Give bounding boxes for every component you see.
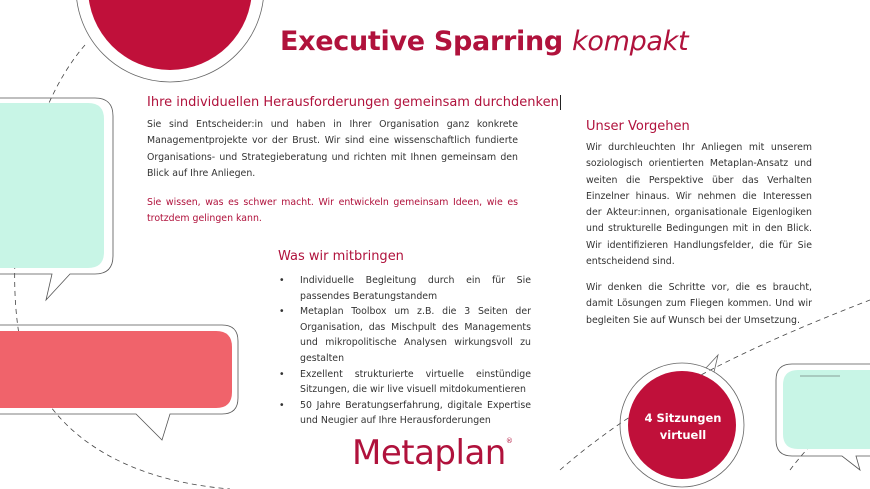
offer-heading: Was wir mitbringen <box>278 249 404 264</box>
offer-list <box>279 273 531 429</box>
registered-mark: ® <box>505 437 513 445</box>
intro-highlight: Sie wissen, was es schwer macht. Wir entwickeln gemeinsam Ideen, wie es trotzdem gelingen kann. <box>147 197 518 225</box>
badge-line-2: virtuell <box>659 428 707 442</box>
intro-heading-text: Ihre individuellen Herausforderungen gemeinsam durchdenken <box>147 95 559 110</box>
offer-list-item: • 50 Jahre Beratungserfahrung, digitale Expertise und Neugier auf Ihre Herausforderungen <box>279 398 531 429</box>
title-main: Executive Sparring <box>280 26 563 57</box>
badge-line-1: 4 Sitzungen <box>644 411 722 425</box>
offer-list-item: • Exzellent strukturierte virtuelle einstündige Sitzungen, die wir live visuell mitdokumentieren <box>279 367 531 398</box>
title-italic: kompakt <box>572 26 689 57</box>
sessions-badge <box>628 410 738 444</box>
top-red-circle <box>88 0 252 70</box>
text-cursor <box>560 95 561 110</box>
coral-bubble <box>0 331 232 408</box>
approach-heading: Unser Vorgehen <box>586 119 690 134</box>
page-title <box>280 26 720 57</box>
logo-text: Metaplan <box>352 433 506 473</box>
offer-list-item: • Metaplan Toolbox um z.B. die 3 Seiten der Organisation, das Mischpult des Managements und mikropolitische Analysen wirkungsvoll zu gestalten <box>279 304 531 366</box>
intro-paragraph: Sie sind Entscheider:in und haben in Ihrer Organisation ganz konkrete Managementprojekte vor der Brust. Wir sind eine wissenschaftlich fundierte Organisations- und Strategieberatung und richten mit Ihnen gemeinsam den Blick auf Ihre Anliegen. <box>147 119 518 179</box>
metaplan-logo <box>352 433 512 473</box>
offer-list-item: • Individuelle Begleitung durch ein für Sie passendes Beratungstandem <box>279 273 531 304</box>
mint-bubble <box>0 103 104 268</box>
mint-bubble-right <box>783 370 870 449</box>
approach-paragraph-2: Wir denken die Schritte vor, die es braucht, damit Lösungen zum Fliegen kommen. Und wir begleiten Sie auf Wunsch bei der Umsetzung. <box>586 282 812 326</box>
approach-paragraph-1: Wir durchleuchten Ihr Anliegen mit unserem soziologisch orientierten Metaplan-Ansatz und weiten die Perspektive über das Verhalten Einzelner hinaus. Wir nehmen die Interessen der Akteur:innen, organisationale Eigenlogiken und strukturelle Bedingungen mit in den Blick. Wir identifizieren Handlungsfelder, die für Sie entscheidend sind. <box>586 142 812 268</box>
intro-heading <box>147 95 561 110</box>
